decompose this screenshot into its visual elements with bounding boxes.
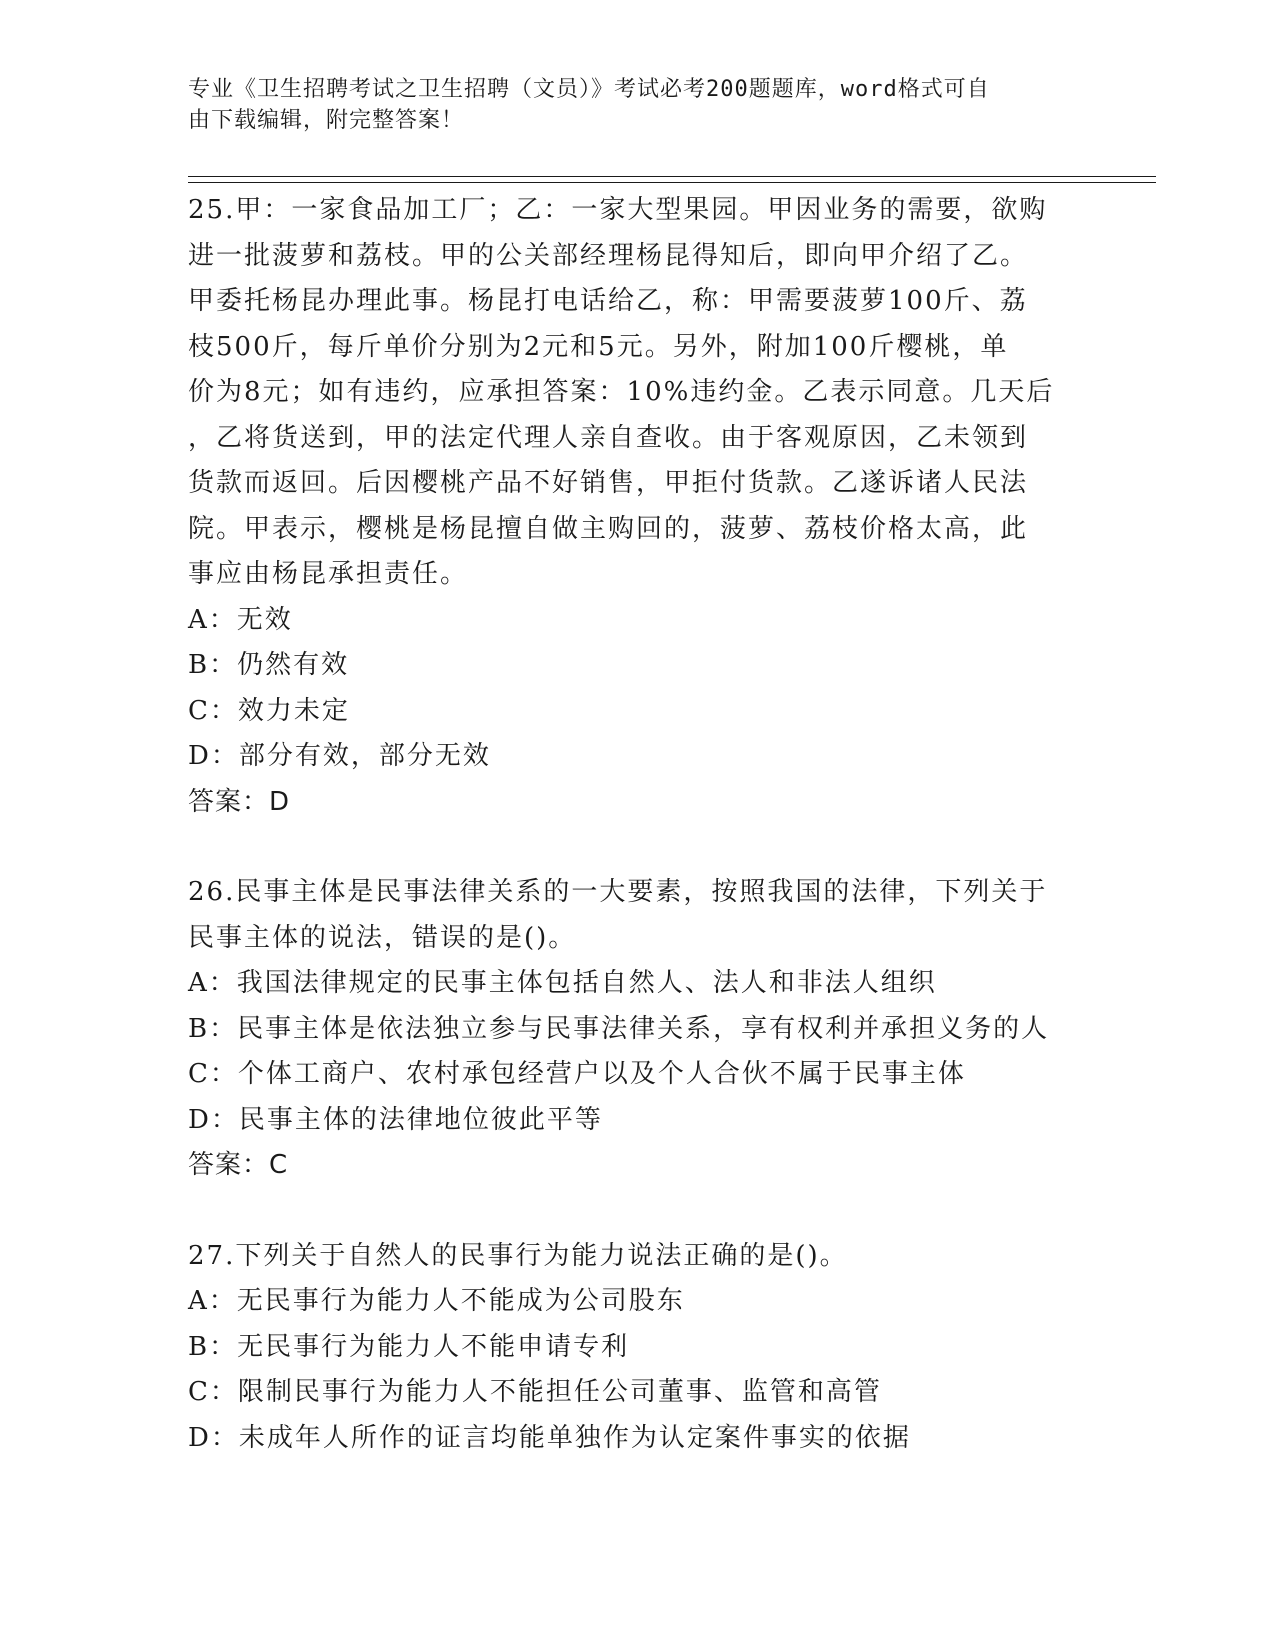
question-stem-line: 27.下列关于自然人的民事行为能力说法正确的是()。 (188, 1240, 848, 1271)
question-stem-line: 枝500斤，每斤单价分别为2元和5元。另外，附加100斤樱桃，单 (188, 331, 1009, 362)
question-spacer (188, 1189, 1088, 1234)
question-stem-line: 院。甲表示，樱桃是杨昆擅自做主购回的，菠萝、荔枝价格太高，此 (188, 513, 1029, 544)
header-divider-top (188, 176, 1156, 177)
option-b: B：仍然有效 (188, 650, 350, 680)
question-stem-line: 甲委托杨昆办理此事。杨昆打电话给乙，称：甲需要菠萝100斤、荔 (188, 286, 1028, 316)
option-a: A：无民事行为能力人不能成为公司股东 (188, 1286, 685, 1316)
question-spacer (188, 825, 1088, 870)
option-c: C：效力未定 (188, 695, 350, 726)
question-stem-line: 进一批菠萝和荔枝。甲的公关部经理杨昆得知后，即向甲介绍了乙。 (188, 240, 1029, 271)
question-stem-line: 民事主体的说法，错误的是()。 (188, 922, 577, 953)
question-25 (188, 188, 1088, 825)
option-d: D：未成年人所作的证言均能单独作为认定案件事实的依据 (188, 1422, 911, 1453)
option-b: B：无民事行为能力人不能申请专利 (188, 1331, 630, 1362)
question-stem-line: 价为8元；如有违约，应承担答案：10%违约金。乙表示同意。几天后 (188, 377, 1055, 407)
option-c: C：限制民事行为能力人不能担任公司董事、监管和高管 (188, 1377, 882, 1407)
question-stem-line: 25.甲：一家食品加工厂；乙：一家大型果园。甲因业务的需要，欲购 (188, 195, 1048, 225)
document-header (188, 74, 1088, 136)
question-list (188, 188, 1088, 1461)
option-c: C：个体工商户、农村承包经营户以及个人合伙不属于民事主体 (188, 1059, 966, 1089)
answer-line: 答案：C (188, 1150, 289, 1180)
option-a: A：我国法律规定的民事主体包括自然人、法人和非法人组织 (188, 968, 937, 998)
header-divider-bottom (188, 182, 1156, 183)
option-a: A：无效 (188, 604, 293, 635)
answer-line: 答案：D (188, 786, 291, 817)
header-line-2: 由下载编辑，附完整答案！ (188, 108, 465, 133)
question-stem-line: 26.民事主体是民事法律关系的一大要素，按照我国的法律，下列关于 (188, 877, 1048, 907)
option-d: D：部分有效，部分无效 (188, 741, 491, 771)
question-stem-line: ，乙将货送到，甲的法定代理人亲自查收。由于客观原因，乙未领到 (188, 422, 1029, 453)
question-27 (188, 1234, 1088, 1462)
option-d: D：民事主体的法律地位彼此平等 (188, 1104, 603, 1135)
header-line-1: 专业《卫生招聘考试之卫生招聘（文员）》考试必考200题题库，word格式可自 (188, 77, 990, 102)
question-stem-line: 货款而返回。后因樱桃产品不好销售，甲拒付货款。乙遂诉诸人民法 (188, 468, 1029, 498)
option-b: B：民事主体是依法独立参与民事法律关系，享有权利并承担义务的人 (188, 1013, 1050, 1044)
question-stem-line: 事应由杨昆承担责任。 (188, 559, 469, 589)
question-26 (188, 870, 1088, 1189)
